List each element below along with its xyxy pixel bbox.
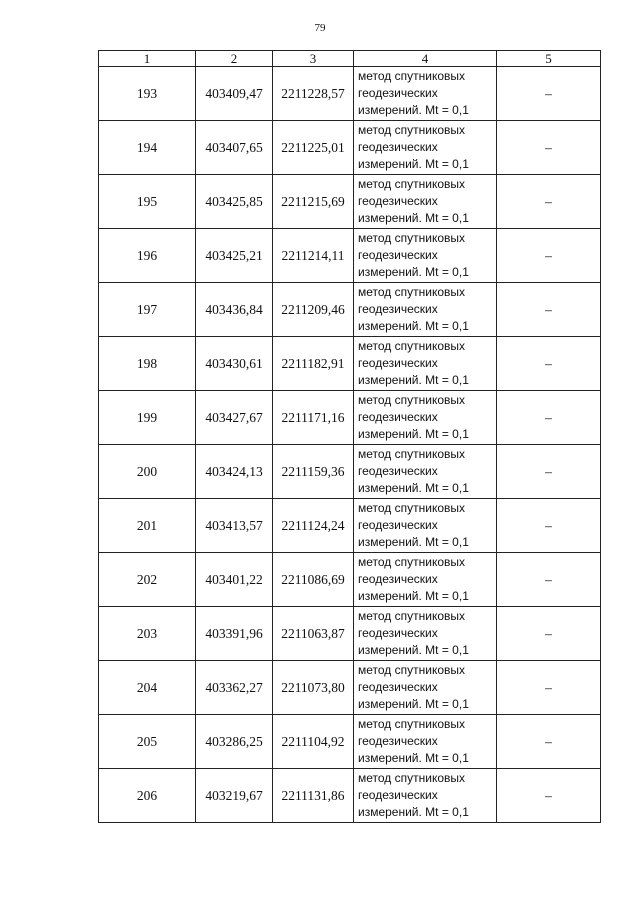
coordinate-x: 403407,65 — [196, 121, 273, 175]
point-number: 199 — [99, 391, 196, 445]
point-number: 205 — [99, 715, 196, 769]
coordinate-x: 403424,13 — [196, 445, 273, 499]
coordinate-y: 2211063,87 — [273, 607, 354, 661]
coordinate-y: 2211159,36 — [273, 445, 354, 499]
note-cell: – — [497, 715, 601, 769]
method-line-1: метод спутниковых — [358, 285, 466, 299]
coordinate-y: 2211215,69 — [273, 175, 354, 229]
method-cell — [354, 769, 497, 823]
method-line-2: геодезических — [358, 140, 438, 154]
point-number: 200 — [99, 445, 196, 499]
coordinate-x: 403430,61 — [196, 337, 273, 391]
method-cell — [354, 175, 497, 229]
method-line-3: измерений. Mt = 0,1 — [358, 157, 469, 171]
coordinate-x: 403425,21 — [196, 229, 273, 283]
method-line-2: геодезических — [358, 356, 438, 370]
table-row — [99, 283, 601, 337]
note-cell: – — [497, 337, 601, 391]
method-line-2: геодезических — [358, 788, 438, 802]
method-line-3: измерений. Mt = 0,1 — [358, 265, 469, 279]
point-number: 196 — [99, 229, 196, 283]
table-row — [99, 553, 601, 607]
method-line-2: геодезических — [358, 86, 438, 100]
method-line-1: метод спутниковых — [358, 69, 466, 83]
table-row — [99, 661, 601, 715]
method-cell — [354, 229, 497, 283]
method-line-2: геодезических — [358, 464, 438, 478]
point-number: 197 — [99, 283, 196, 337]
method-line-2: геодезических — [358, 734, 438, 748]
method-cell — [354, 67, 497, 121]
coordinate-y: 2211171,16 — [273, 391, 354, 445]
column-header-2: 2 — [196, 51, 273, 67]
point-number: 193 — [99, 67, 196, 121]
coordinate-x: 403413,57 — [196, 499, 273, 553]
point-number: 194 — [99, 121, 196, 175]
coordinate-y: 2211209,46 — [273, 283, 354, 337]
method-line-1: метод спутниковых — [358, 501, 466, 515]
note-cell: – — [497, 391, 601, 445]
method-line-2: геодезических — [358, 572, 438, 586]
table-body — [99, 67, 601, 823]
table-row — [99, 607, 601, 661]
coordinate-y: 2211104,92 — [273, 715, 354, 769]
note-cell: – — [497, 229, 601, 283]
coordinate-y: 2211182,91 — [273, 337, 354, 391]
method-line-2: геодезических — [358, 626, 438, 640]
coordinate-x: 403391,96 — [196, 607, 273, 661]
method-line-1: метод спутниковых — [358, 555, 466, 569]
method-line-3: измерений. Mt = 0,1 — [358, 805, 469, 819]
method-cell — [354, 715, 497, 769]
coordinate-y: 2211131,86 — [273, 769, 354, 823]
column-header-1: 1 — [99, 51, 196, 67]
column-header-3: 3 — [273, 51, 354, 67]
method-line-3: измерений. Mt = 0,1 — [358, 535, 469, 549]
method-line-1: метод спутниковых — [358, 123, 466, 137]
point-number: 206 — [99, 769, 196, 823]
coordinates-table — [98, 50, 601, 823]
method-cell — [354, 283, 497, 337]
method-line-1: метод спутниковых — [358, 771, 466, 785]
method-cell — [354, 499, 497, 553]
method-line-2: геодезических — [358, 410, 438, 424]
method-line-2: геодезических — [358, 194, 438, 208]
method-line-3: измерений. Mt = 0,1 — [358, 481, 469, 495]
method-line-2: геодезических — [358, 680, 438, 694]
method-cell — [354, 391, 497, 445]
note-cell: – — [497, 67, 601, 121]
table-row — [99, 337, 601, 391]
coordinate-x: 403427,67 — [196, 391, 273, 445]
coordinate-x: 403425,85 — [196, 175, 273, 229]
coordinate-x: 403409,47 — [196, 67, 273, 121]
coordinate-y: 2211124,24 — [273, 499, 354, 553]
method-line-3: измерений. Mt = 0,1 — [358, 643, 469, 657]
method-line-3: измерений. Mt = 0,1 — [358, 589, 469, 603]
table-row — [99, 175, 601, 229]
table-header-row — [99, 51, 601, 67]
method-line-3: измерений. Mt = 0,1 — [358, 319, 469, 333]
table-row — [99, 67, 601, 121]
table-row — [99, 499, 601, 553]
method-line-3: измерений. Mt = 0,1 — [358, 697, 469, 711]
coordinate-x: 403286,25 — [196, 715, 273, 769]
point-number: 201 — [99, 499, 196, 553]
coordinate-y: 2211225,01 — [273, 121, 354, 175]
note-cell: – — [497, 121, 601, 175]
point-number: 202 — [99, 553, 196, 607]
note-cell: – — [497, 499, 601, 553]
method-line-1: метод спутниковых — [358, 177, 466, 191]
method-line-3: измерений. Mt = 0,1 — [358, 103, 469, 117]
method-cell — [354, 445, 497, 499]
method-line-3: измерений. Mt = 0,1 — [358, 427, 469, 441]
coordinate-x: 403219,67 — [196, 769, 273, 823]
coordinate-y: 2211086,69 — [273, 553, 354, 607]
table-row — [99, 229, 601, 283]
method-line-2: геодезических — [358, 518, 438, 532]
coordinate-y: 2211073,80 — [273, 661, 354, 715]
method-line-1: метод спутниковых — [358, 609, 466, 623]
method-cell — [354, 121, 497, 175]
method-cell — [354, 661, 497, 715]
note-cell: – — [497, 553, 601, 607]
table-row — [99, 391, 601, 445]
column-header-4: 4 — [354, 51, 497, 67]
page-number: 79 — [314, 22, 326, 34]
point-number: 195 — [99, 175, 196, 229]
coordinate-y: 2211228,57 — [273, 67, 354, 121]
note-cell: – — [497, 283, 601, 337]
point-number: 198 — [99, 337, 196, 391]
note-cell: – — [497, 445, 601, 499]
coordinate-x: 403362,27 — [196, 661, 273, 715]
coordinate-y: 2211214,11 — [273, 229, 354, 283]
method-line-1: метод спутниковых — [358, 231, 466, 245]
method-cell — [354, 337, 497, 391]
method-line-2: геодезических — [358, 302, 438, 316]
note-cell: – — [497, 769, 601, 823]
note-cell: – — [497, 175, 601, 229]
table-row — [99, 121, 601, 175]
method-line-1: метод спутниковых — [358, 447, 466, 461]
method-cell — [354, 607, 497, 661]
method-line-1: метод спутниковых — [358, 393, 466, 407]
note-cell: – — [497, 607, 601, 661]
point-number: 204 — [99, 661, 196, 715]
method-cell — [354, 553, 497, 607]
column-header-5: 5 — [497, 51, 601, 67]
table-row — [99, 445, 601, 499]
table-row — [99, 715, 601, 769]
method-line-1: метод спутниковых — [358, 339, 466, 353]
point-number: 203 — [99, 607, 196, 661]
table-row — [99, 769, 601, 823]
method-line-3: измерений. Mt = 0,1 — [358, 211, 469, 225]
method-line-2: геодезических — [358, 248, 438, 262]
method-line-1: метод спутниковых — [358, 717, 466, 731]
coordinate-x: 403436,84 — [196, 283, 273, 337]
method-line-3: измерений. Mt = 0,1 — [358, 373, 469, 387]
note-cell: – — [497, 661, 601, 715]
method-line-3: измерений. Mt = 0,1 — [358, 751, 469, 765]
method-line-1: метод спутниковых — [358, 663, 466, 677]
coordinate-x: 403401,22 — [196, 553, 273, 607]
